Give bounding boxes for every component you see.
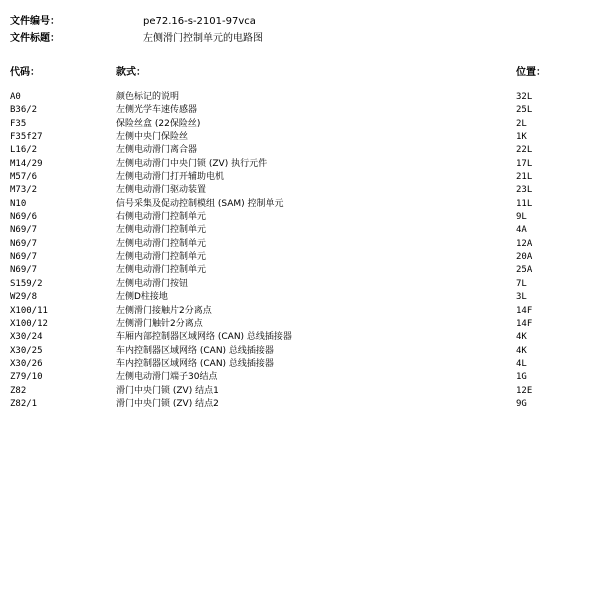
cell-code: W29/8: [10, 292, 38, 303]
cell-code: N69/7: [10, 238, 38, 249]
table-row: [10, 331, 590, 344]
cell-position: 12A: [516, 238, 533, 249]
table-row: [10, 104, 590, 117]
header-position: 位置：: [516, 67, 546, 78]
header-model: 款式：: [116, 67, 146, 78]
table-row: [10, 158, 590, 171]
cell-code: Z82: [10, 385, 27, 396]
cell-model: 左侧电动滑门按钮: [116, 278, 189, 289]
cell-position: 1K: [516, 132, 527, 143]
table-row: [10, 224, 590, 237]
cell-model: 左侧D柱接地: [116, 292, 168, 303]
cell-code: X30/24: [10, 332, 43, 343]
cell-code: N69/7: [10, 265, 38, 276]
cell-model: 车内控制器区域网络 (CAN) 总线插接器: [116, 358, 274, 369]
cell-code: A0: [10, 92, 21, 102]
table-row: [10, 305, 590, 318]
document-number-value: pe72.16-s-2101-97vca: [143, 16, 256, 27]
cell-code: N69/7: [10, 252, 38, 263]
cell-code: L16/2: [10, 145, 38, 156]
table-row: [10, 238, 590, 251]
cell-model: 颜色标记的说明: [116, 92, 180, 102]
cell-position: 11L: [516, 198, 533, 209]
cell-code: X30/26: [10, 358, 43, 369]
cell-position: 22L: [516, 145, 533, 156]
cell-model: 信号采集及促动控制模组 (SAM) 控制单元: [116, 198, 284, 209]
table-row: [10, 358, 590, 371]
table-row: [10, 118, 590, 131]
cell-model: 滑门中央门锁 (ZV) 结点2: [116, 398, 219, 409]
cell-model: 左侧滑门触针2分离点: [116, 318, 203, 329]
cell-code: N69/7: [10, 225, 38, 236]
cell-code: F35: [10, 118, 27, 129]
cell-position: 4K: [516, 332, 527, 343]
cell-position: 4A: [516, 225, 527, 236]
cell-code: Z79/10: [10, 372, 43, 383]
document-title-label: 文件标题：: [10, 33, 60, 44]
table-row: [10, 371, 590, 384]
cell-position: 20A: [516, 252, 533, 263]
table-row: [10, 198, 590, 211]
cell-code: S159/2: [10, 278, 43, 289]
cell-position: 4L: [516, 358, 527, 369]
cell-model: 左侧电动滑门驱动装置: [116, 185, 207, 196]
cell-model: 左侧电动滑门端子30结点: [116, 372, 218, 383]
table-row: [10, 131, 590, 144]
cell-code: X30/25: [10, 345, 43, 356]
cell-code: M14/29: [10, 158, 43, 169]
cell-model: 左侧电动滑门控制单元: [116, 225, 207, 236]
cell-position: 14F: [516, 318, 533, 329]
cell-position: 12E: [516, 385, 533, 396]
cell-code: M57/6: [10, 172, 38, 183]
cell-position: 14F: [516, 305, 533, 316]
cell-code: X100/12: [10, 318, 48, 329]
table-row: [10, 251, 590, 264]
cell-model: 左侧光学车速传感器: [116, 105, 198, 116]
cell-model: 左侧中央门保险丝: [116, 132, 189, 143]
cell-model: 右侧电动滑门控制单元: [116, 212, 207, 223]
cell-position: 4K: [516, 345, 527, 356]
table-row: [10, 345, 590, 358]
cell-code: B36/2: [10, 105, 38, 116]
cell-position: 9L: [516, 212, 527, 223]
cell-code: N69/6: [10, 212, 38, 223]
component-list: [10, 91, 590, 411]
cell-position: 7L: [516, 278, 527, 289]
cell-position: 17L: [516, 158, 533, 169]
cell-position: 3L: [516, 292, 527, 303]
table-row: [10, 318, 590, 331]
document-title-value: 左侧滑门控制单元的电路图: [143, 33, 263, 44]
cell-position: 21L: [516, 172, 533, 183]
cell-code: F35f27: [10, 132, 43, 143]
cell-position: 1G: [516, 372, 527, 383]
cell-model: 车厢内部控制器区域网络 (CAN) 总线插接器: [116, 332, 292, 343]
cell-code: N10: [10, 198, 27, 209]
cell-position: 25A: [516, 265, 533, 276]
cell-code: M73/2: [10, 185, 38, 196]
cell-model: 滑门中央门锁 (ZV) 结点1: [116, 385, 219, 396]
cell-model: 车内控制器区域网络 (CAN) 总线插接器: [116, 345, 274, 356]
cell-position: 9G: [516, 398, 527, 409]
table-row: [10, 184, 590, 197]
header-code: 代码：: [10, 67, 40, 78]
cell-code: Z82/1: [10, 398, 38, 409]
cell-model: 保险丝盒 (22保险丝): [116, 118, 201, 129]
table-row: [10, 398, 590, 411]
cell-model: 左侧滑门接触片2分离点: [116, 305, 212, 316]
cell-model: 左侧电动滑门控制单元: [116, 252, 207, 263]
table-row: [10, 385, 590, 398]
cell-position: 25L: [516, 105, 533, 116]
table-row: [10, 171, 590, 184]
table-row: [10, 278, 590, 291]
cell-position: 2L: [516, 118, 527, 129]
cell-model: 左侧电动滑门中央门锁 (ZV) 执行元件: [116, 158, 268, 169]
cell-model: 左侧电动滑门离合器: [116, 145, 198, 156]
cell-code: X100/11: [10, 305, 48, 316]
cell-model: 左侧电动滑门控制单元: [116, 265, 207, 276]
table-row: [10, 264, 590, 277]
document-number-label: 文件编号：: [10, 16, 60, 27]
table-header: [10, 66, 590, 80]
table-row: [10, 291, 590, 304]
cell-model: 左侧电动滑门控制单元: [116, 238, 207, 249]
cell-position: 32L: [516, 92, 533, 102]
table-row: [10, 211, 590, 224]
table-row: [10, 91, 590, 104]
table-row: [10, 144, 590, 157]
cell-position: 23L: [516, 185, 533, 196]
cell-model: 左侧电动滑门打开辅助电机: [116, 172, 225, 183]
